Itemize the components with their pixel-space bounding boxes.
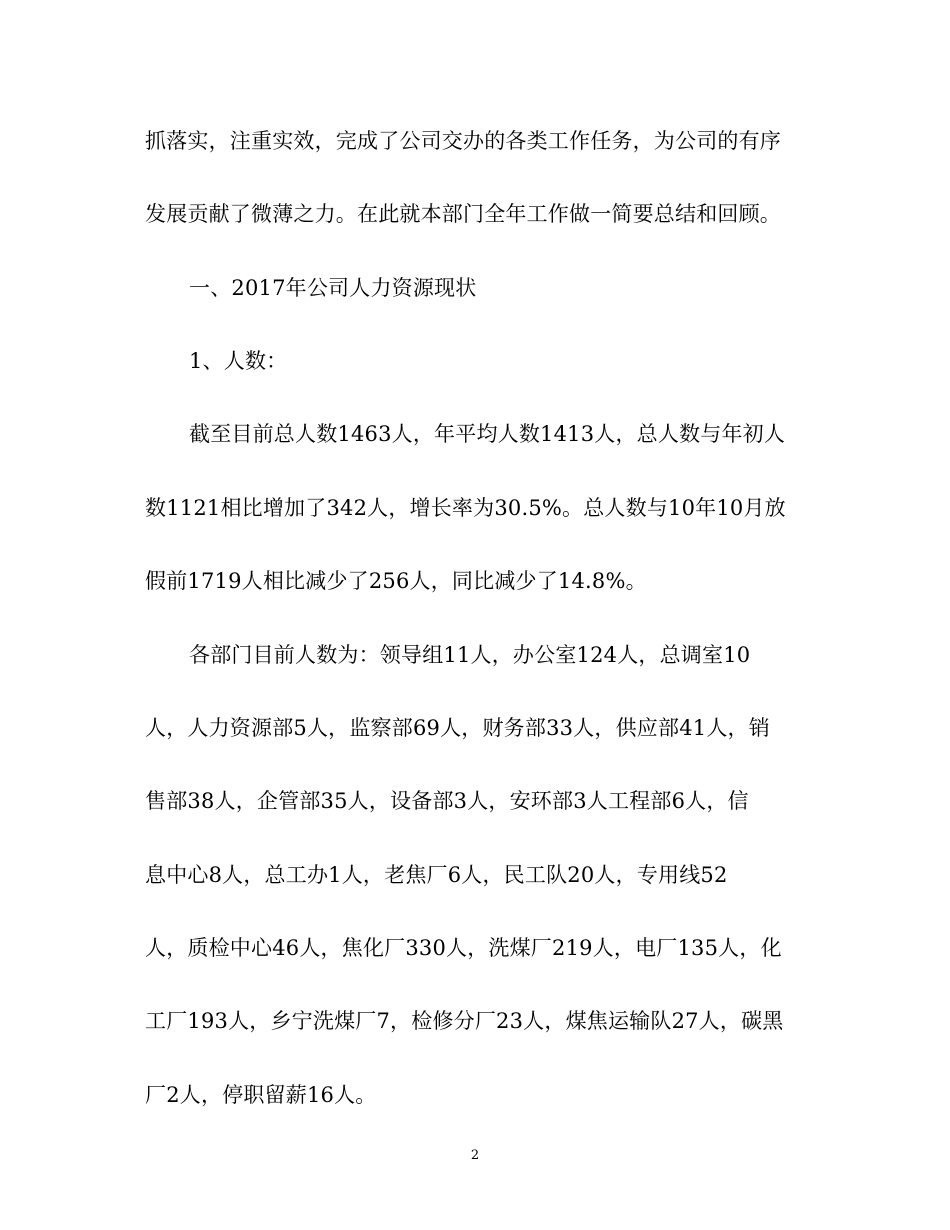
subsection-heading: 1、人数： <box>189 349 288 373</box>
section-heading: 一、2017年公司人力资源现状 <box>189 276 477 300</box>
page-number: 2 <box>470 1148 480 1163</box>
text-line: 截至目前总人数1463人，年平均人数1413人，总人数与年初人 <box>189 422 786 446</box>
text-line: 人，人力资源部5人，监察部69人，财务部33人，供应部41人，销 <box>145 716 770 740</box>
text-line: 息中心8人，总工办1人，老焦厂6人，民工队20人，专用线52 <box>145 863 728 887</box>
text-line: 各部门目前人数为：领导组11人，办公室124人，总调室10 <box>189 643 751 667</box>
text-line: 工厂193人，乡宁洗煤厂7，检修分厂23人，煤焦运输队27人，碳黑 <box>145 1009 784 1033</box>
text-line: 人，质检中心46人，焦化厂330人，洗煤厂219人，电厂135人，化 <box>145 936 782 960</box>
text-line: 假前1719人相比减少了256人，同比减少了14.8%。 <box>145 569 647 593</box>
text-line: 发展贡献了微薄之力。在此就本部门全年工作做一简要总结和回顾。 <box>145 202 781 226</box>
text-line: 抓落实，注重实效，完成了公司交办的各类工作任务，为公司的有序 <box>145 129 781 153</box>
text-line: 数1121相比增加了342人，增长率为30.5%。总人数与10年10月放 <box>145 496 786 520</box>
text-line: 厂2人，停职留薪16人。 <box>145 1083 377 1107</box>
text-line: 售部38人，企管部35人，设备部3人，安环部3人工程部6人，信 <box>145 789 749 813</box>
